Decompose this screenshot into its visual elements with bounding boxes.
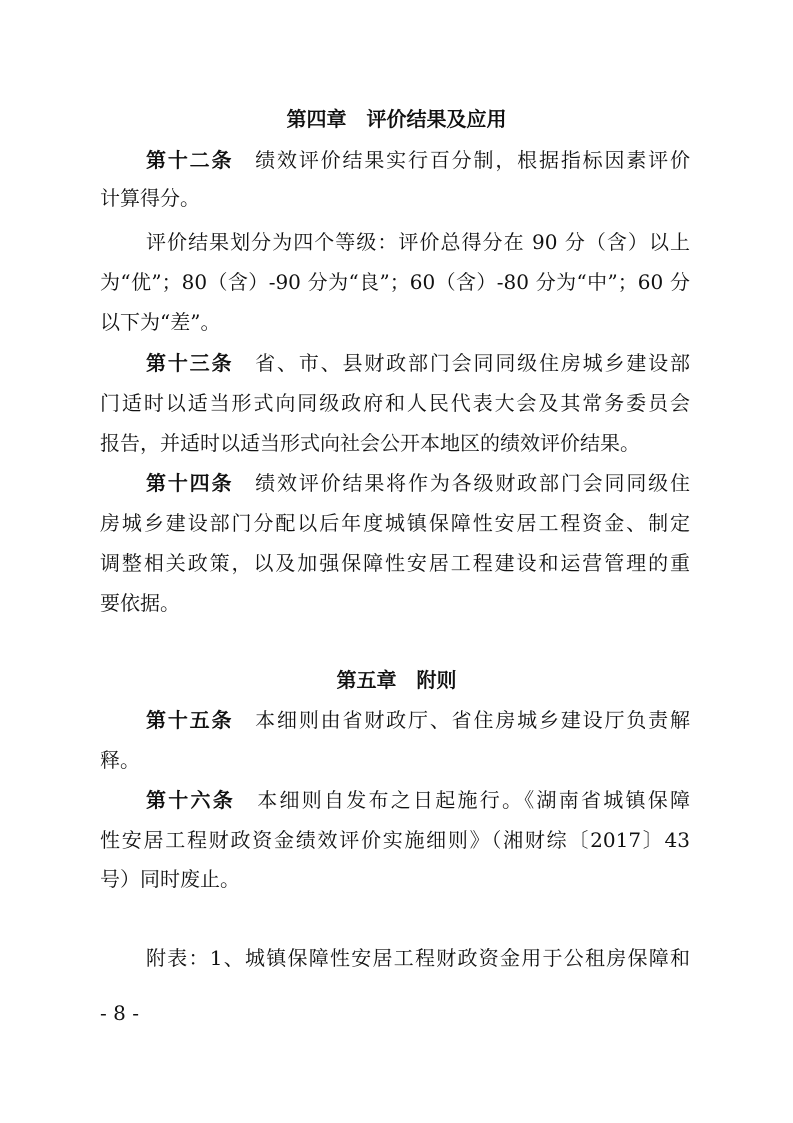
article-14-line-1 [146, 470, 690, 496]
page-number: - 8 - [100, 1001, 139, 1025]
article-13-text-1: 省、市、县财政部门会同同级住房城乡建设部 [233, 351, 691, 375]
article-15-text-1: 本细则由省财政厅、省住房城乡建设厅负责解 [233, 708, 691, 732]
article-16-line-1 [146, 787, 690, 813]
article-14-line-2: 房城乡建设部门分配以后年度城镇保障性安居工程资金、制定 [100, 511, 690, 535]
article-12-line-1 [146, 147, 690, 173]
article-14-line-3: 调整相关政策，以及加强保障性安居工程建设和运营管理的重 [100, 551, 690, 575]
article-14-label: 第十四条 [146, 471, 234, 495]
article-14-text-1: 绩效评价结果将作为各级财政部门会同同级住 [233, 471, 691, 495]
article-16-text-1: 本细则自发布之日起施行。《湖南省城镇保障 [235, 788, 690, 812]
chapter-5-heading: 第五章 附则 [336, 668, 457, 692]
article-16-line-2: 性安居工程财政资金绩效评价实施细则》（湘财综〔2017〕43 [100, 828, 690, 852]
article-16-label: 第十六条 [146, 788, 235, 812]
appendix-line-1: 附表：1、城镇保障性安居工程财政资金用于公租房保障和 [146, 946, 690, 970]
article-12-line-2: 计算得分。 [100, 186, 200, 210]
article-13-line-2: 门适时以适当形式向同级政府和人民代表大会及其常务委员会 [100, 391, 690, 415]
article-13-line-3: 报告，并适时以适当形式向社会公开本地区的绩效评价结果。 [100, 431, 640, 455]
chapter-4-heading: 第四章 评价结果及应用 [286, 107, 507, 131]
grading-line-1: 评价结果划分为四个等级：评价总得分在 90 分（含）以上 [146, 230, 690, 254]
article-13-label: 第十三条 [146, 351, 234, 375]
article-15-label: 第十五条 [146, 708, 234, 732]
grading-line-3: 以下为“差”。 [100, 310, 221, 334]
article-12-label: 第十二条 [146, 148, 234, 172]
article-12-text-1: 绩效评价结果实行百分制，根据指标因素评价 [233, 148, 691, 172]
article-15-line-2: 释。 [100, 748, 140, 772]
grading-line-2: 为“优”；80（含）-90 分为“良”；60（含）-80 分为“中”；60 分 [100, 270, 690, 294]
article-16-line-3: 号）同时废止。 [100, 867, 240, 891]
article-14-line-4: 要依据。 [100, 591, 180, 615]
article-15-line-1 [146, 707, 690, 733]
article-13-line-1 [146, 350, 690, 376]
